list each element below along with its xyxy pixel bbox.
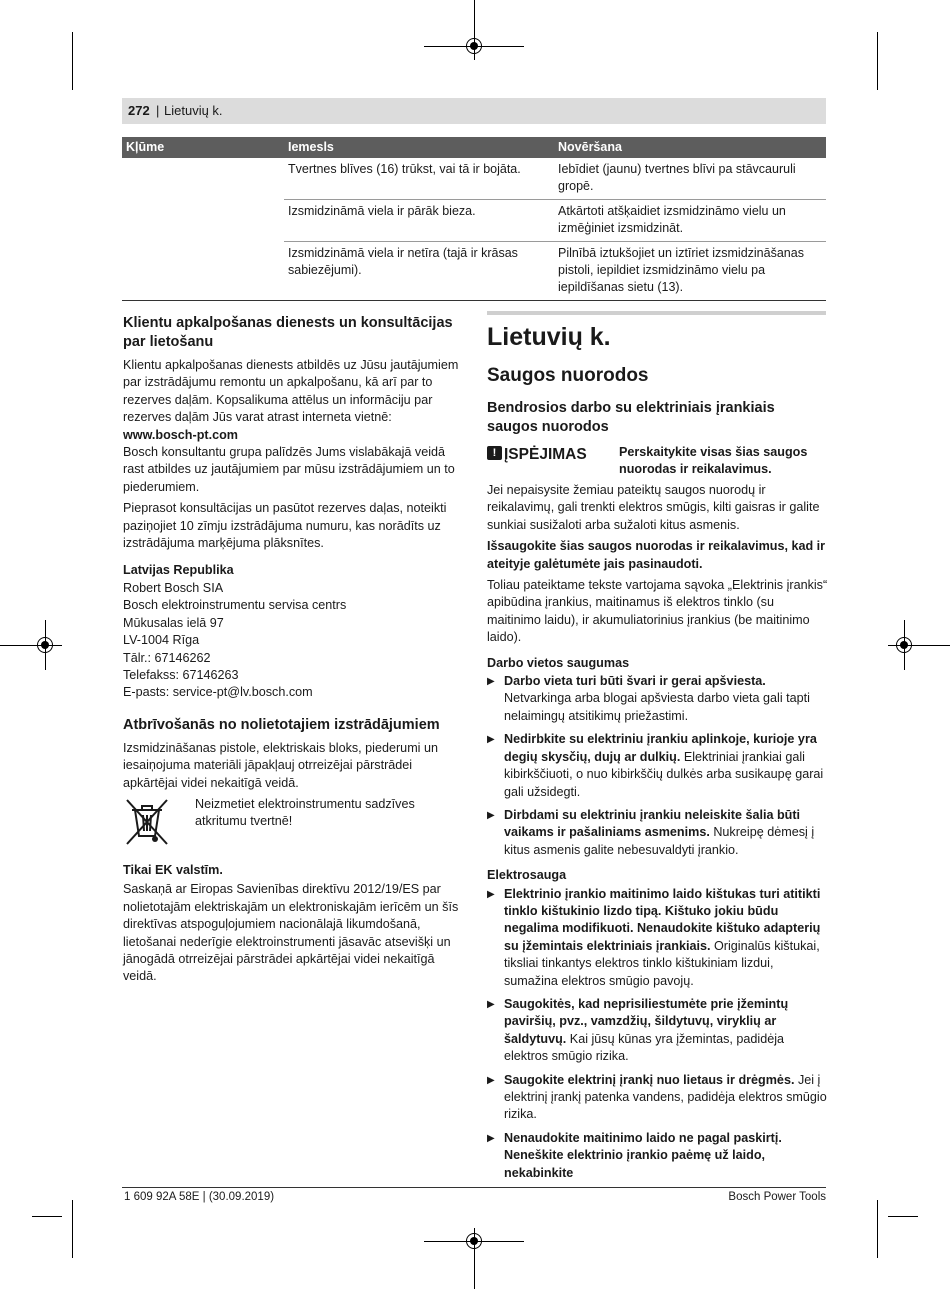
item-text: Kai jūsų kūnas yra įžemintas, padidėja elektros smūgio rizika. <box>504 1031 785 1064</box>
list-item <box>487 1072 829 1124</box>
table-row <box>122 242 826 301</box>
registration-mark-icon <box>466 1233 482 1249</box>
workplace-heading: Darbo vietos saugumas <box>487 655 630 670</box>
page-header <box>122 98 826 124</box>
item-bold: Dirbdami su elektriniu įrankiu neleiskite šalia būti vaikams ir pašaliniams asmenims. <box>504 807 801 840</box>
table-cell: Izsmidzināmā viela ir pārāk bieza. <box>284 200 554 242</box>
list-item <box>487 807 829 859</box>
address-country: Latvijas Republika <box>123 563 234 578</box>
table-cell <box>122 200 284 242</box>
address-line: Bosch elektroinstrumentu servisa centrs <box>123 598 347 613</box>
workplace-list <box>487 673 829 859</box>
column-header: Kļūme <box>122 137 284 158</box>
eu-paragraph: Saskaņā ar Eiropas Savienības direktīvu 2012/19/ES par nolietotajām elektriskajām un elektroniskajām ierīcēm un šīs direktīvas atspoguļojumiem nacionālajā likumdošanā, lietošanai nederīgie elektroinstrumenti jāsavāc atsevišķi un jānogādā otrreizējai pārstrādei apkārtējai videi nekaitīgā veidā. <box>123 882 459 984</box>
service-heading: Klientu apkalpošanas dienests un konsultācijas par lietošanu <box>123 315 453 350</box>
keep-instructions: Išsaugokite šias saugos nuorodas ir reikalavimus, kad ir ateityje galėtumėte jais pasinaudoti. <box>487 539 826 571</box>
registration-mark-icon <box>466 38 482 54</box>
item-text: Originalūs kištukai, tiksliai tinkantys elektros tinklo kištukiniam lizdui, sumažina elektros smūgio pavojų. <box>504 938 820 988</box>
service-text: Klientu apkalpošanas dienests atbildēs uz Jūsu jautājumiem par izstrādājumu remontu un apkalpošanu, kā arī par to rezerves daļām. Kopsalikuma attēlus un informāciju par rezerves daļām Jūs varat atrast interneta vietnē: <box>123 358 459 425</box>
service-paragraph: Pieprasot konsultācijas un pasūtot rezerves daļas, noteikti paziņojiet 10 zīmju izstrādājuma numuru, kas norādīts uz izstrādājuma marķējuma plāksnītes. <box>123 501 447 551</box>
address-line: Telefakss: 67146263 <box>123 667 239 682</box>
crop-mark <box>72 1200 73 1258</box>
crossed-out-wheeled-bin-icon <box>123 796 171 848</box>
table-row <box>122 158 826 200</box>
service-paragraph <box>123 357 463 427</box>
general-safety-heading: Bendrosios darbo su elektriniais įrankiais saugos nuorodos <box>487 400 775 435</box>
list-item <box>487 731 829 801</box>
warning-word: ĮSPĖJIMAS <box>504 446 587 463</box>
list-item <box>487 1130 829 1182</box>
weee-text: Neizmetiet elektroinstrumentu sadzīves atkritumu tvertnē! <box>195 796 415 829</box>
header-language: Lietuvių k. <box>164 103 223 118</box>
crop-mark <box>877 32 878 90</box>
list-item <box>487 886 829 990</box>
crop-mark <box>72 32 73 90</box>
footer-right: Bosch Power Tools <box>728 1191 826 1203</box>
item-bold: Saugokite elektrinį įrankį nuo lietaus ir drėgmės. <box>504 1072 795 1087</box>
page-number: 272 <box>128 103 150 118</box>
list-item <box>487 996 829 1066</box>
table-row <box>122 200 826 242</box>
column-header: Novēršana <box>554 137 826 158</box>
item-text: Elektriniai įrankiai gali kibirkščiuoti, o nuo kibirkščių dulkės arba susikaupę garai gali užsidegti. <box>504 749 824 799</box>
registration-mark-icon <box>37 637 53 653</box>
warning-text: Jei nepaisysite žemiau pateiktų saugos nuorodų ir reikalavimų, gali trenkti elektros smūgis, kilti gaisras ir galite sunkiai susižaloti arba sužaloti kitus asmenis. <box>487 483 820 532</box>
item-text: Netvarkinga arba blogai apšviesta darbo vieta gali tapti nelaimingų atsitikimų priežastimi. <box>504 691 810 723</box>
warning-block <box>487 444 829 484</box>
address-line: E-pasts: service-pt@lv.bosch.com <box>123 685 313 700</box>
item-bold: Saugokitės, kad neprisiliestumėte prie įžemintų paviršių, pvz., vamzdžių, šildytuvų, viryklių ar šaldytuvų. <box>504 996 789 1046</box>
safety-title: Saugos nuorodos <box>487 365 649 386</box>
item-bold: Nedirbkite su elektriniu įrankiu aplinkoje, kurioje yra degių skysčių, dujų ar dulkių. <box>504 732 817 764</box>
weee-notice <box>123 796 463 848</box>
address-line: LV-1004 Rīga <box>123 633 200 648</box>
table-cell: Atkārtoti atšķaidiet izsmidzināmo vielu un izmēģiniet izsmidzināt. <box>554 200 826 242</box>
column-header: Iemesls <box>284 137 554 158</box>
language-title: Lietuvių k. <box>487 323 611 351</box>
list-item <box>487 673 829 725</box>
item-text: Jei į elektrinį įrankį patenka vandens, padidėja elektros smūgio rizika. <box>504 1072 827 1122</box>
table-cell: Izsmidzināmā viela ir netīra (tajā ir krāsas sabiezējumi). <box>284 242 554 301</box>
table-cell: Tvertnes blīves (16) trūkst, vai tā ir bojāta. <box>284 158 554 200</box>
table-cell: Pilnībā iztukšojiet un iztīriet izsmidzināšanas pistoli, iepildiet izsmidzināmo vielu pa iepildīšanas sietu (13). <box>554 242 826 301</box>
footer-left: 1 609 92A 58E | (30.09.2019) <box>124 1191 275 1203</box>
term-paragraph: Toliau pateiktame tekste vartojama sąvoka „Elektrinis įrankis“ apibūdina įrankius, maitinamus iš elektros tinklo (su maitinimo laidu), ir akumuliatorinius įrankius (be maitinimo laido). <box>487 578 828 645</box>
item-bold: Darbo vieta turi būti švari ir gerai apšviesta. <box>504 674 766 689</box>
warning-label <box>487 446 587 463</box>
crop-mark <box>877 1200 878 1258</box>
crop-mark <box>888 1216 918 1217</box>
electrical-heading: Elektrosauga <box>487 868 567 883</box>
table-cell <box>122 242 284 301</box>
service-url[interactable]: www.bosch-pt.com <box>123 427 238 442</box>
crop-mark <box>32 1216 62 1217</box>
table-header-row <box>122 137 826 158</box>
left-column <box>123 314 463 990</box>
disposal-heading: Atbrīvošanās no nolietotajiem izstrādājumiem <box>123 716 440 733</box>
warning-triangle-icon: ! <box>487 446 502 460</box>
header-separator: | <box>156 103 160 118</box>
address-line: Mūkusalas ielā 97 <box>123 615 224 630</box>
troubleshooting-table <box>122 137 826 301</box>
address-block <box>123 580 463 702</box>
address-line: Tālr.: 67146262 <box>123 650 211 665</box>
eu-heading: Tikai EK valstīm. <box>123 862 223 877</box>
footer-divider <box>122 1187 826 1188</box>
table-cell: Iebīdiet (jaunu) tvertnes blīvi pa stāvcauruli gropē. <box>554 158 826 200</box>
warning-bold-text: Perskaitykite visas šias saugos nuorodas ir reikalavimus. <box>619 445 808 477</box>
right-column <box>487 311 829 1188</box>
electrical-list <box>487 886 829 1183</box>
table-cell <box>122 158 284 200</box>
address-line: Robert Bosch SIA <box>123 580 224 595</box>
disposal-paragraph: Izsmidzināšanas pistole, elektriskais bloks, piederumi un iesaiņojuma materiāli jāpakļauj otrreizējai pārstrādei apkārtējai videi nekaitīgā veidā. <box>123 740 438 790</box>
item-bold: Elektrinio įrankio maitinimo laido kištukas turi atitikti tinklo kištukinio lizdo tipą. Kištuko jokiu būdu negalima modifikuoti. Nenaudokite kištuko adapterių su įžemintais elektriniais įrankiais. <box>504 886 821 953</box>
item-bold: Nenaudokite maitinimo laido ne pagal paskirtį. Neneškite elektrinio įrankio paėmę už laido, nekabinkite <box>504 1130 782 1180</box>
registration-mark-icon <box>896 637 912 653</box>
service-paragraph: Bosch konsultantu grupa palīdzēs Jums vislabākajā veidā rast atbildes uz jautājumiem par mūsu izstrādājumiem un to piederumiem. <box>123 445 455 494</box>
item-text: Nukreipę dėmesį į kitus asmenis galite nebesuvaldyti įrankio. <box>504 825 815 857</box>
